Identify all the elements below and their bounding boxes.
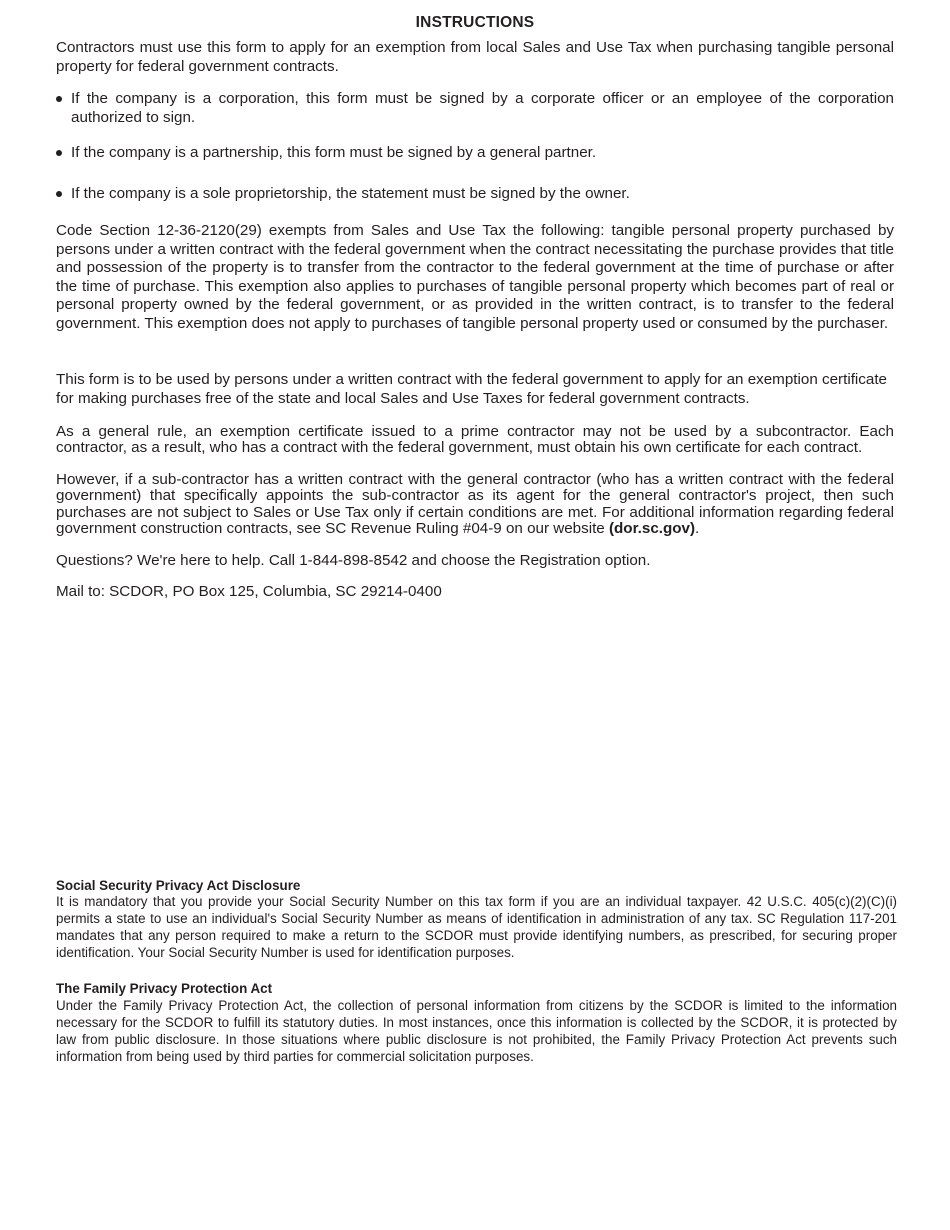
bullet-sole-proprietorship xyxy=(56,185,894,204)
code-section-paragraph: Code Section 12-36-2120(29) exempts from Sales and Use Tax the following: tangible personal property purchased by persons under a written contract with the federal government when the contract necessitating the purchase provides that title and possession of the property is to transfer from the contractor to the federal government at the time of purchase or after the time of purchase. This exemption also applies to purchases of tangible personal property which becomes part of real or personal property owned by the federal government, or as provided in the written contract, is to transfer to the federal government. This exemption does not apply to purchases of tangible personal property used or consumed by the purchaser. xyxy=(56,222,894,332)
subcontractor-paragraph xyxy=(56,472,894,538)
bullet-text: If the company is a sole proprietorship, the statement must be signed by the owner. xyxy=(71,185,630,202)
family-privacy-text: Under the Family Privacy Protection Act, the collection of personal information from citizens by the SCDOR is limited to the information necessary for the SCDOR to fulfill its statutory duties. In most instances, once this information is collected by the SCDOR, it is protected by law from public disclosure. In those situations where public disclosure is not prohibited, the Family Privacy Protection Act prevents such information from being used by third parties for commercial solicitation purposes. xyxy=(56,998,897,1064)
bullet-text: If the company is a partnership, this form must be signed by a general partner. xyxy=(71,144,597,161)
instructions-title: INSTRUCTIONS xyxy=(415,14,535,31)
general-rule-paragraph: As a general rule, an exemption certificate issued to a prime contractor may not be used by a subcontractor. Each contractor, as a result, who has a contract with the federal government, must obtain his own certificate for each contract. xyxy=(56,423,894,457)
family-privacy-heading: The Family Privacy Protection Act xyxy=(56,981,273,996)
ssn-privacy-text: It is mandatory that you provide your Social Security Number on this tax form if you are an individual taxpayer. 42 U.S.C. 405(c)(2)(C)(i) permits a state to use an individual's Social Security Number as means of identification in administration of any tax. SC Regulation 117-201 mandates that any person required to make a return to the SCDOR must provide identifying numbers, as prescribed, for securing proper identification. Your Social Security Number is used for identification purposes. xyxy=(56,894,897,960)
bullet-dot-icon xyxy=(56,150,62,156)
website-link[interactable]: (dor.sc.gov) xyxy=(608,520,696,538)
website-suffix: . xyxy=(695,520,700,538)
ssn-privacy-heading: Social Security Privacy Act Disclosure xyxy=(56,878,301,893)
questions-line: Questions? We're here to help. Call 1-844-898-8542 and choose the Registration option. xyxy=(56,552,651,569)
intro-paragraph: Contractors must use this form to apply for an exemption from local Sales and Use Tax when purchasing tangible personal property for federal government contracts. xyxy=(56,39,894,75)
subcontractor-text: However, if a sub-contractor has a written contract with the general contractor (who has a written contract with the federal government) that specifically appoints the sub-contractor as its agent for the general contractor's project, then such purchases are not subject to Sales or Use Tax only if certain conditions are met. For additional information regarding federal government construction contracts, see SC Revenue Ruling #04-9 on our website xyxy=(56,471,894,538)
bullet-text: If the company is a corporation, this form must be signed by a corporate officer or an employee of the corporation authorized to sign. xyxy=(71,90,894,126)
bullet-dot-icon xyxy=(56,96,62,102)
bullet-partnership xyxy=(56,144,894,163)
mail-to-line: Mail to: SCDOR, PO Box 125, Columbia, SC 29214-0400 xyxy=(56,583,442,600)
bullet-corporation xyxy=(56,90,894,127)
bullet-dot-icon xyxy=(56,191,62,197)
form-usage-paragraph: This form is to be used by persons under a written contract with the federal government to apply for an exemption certificate for making purchases free of the state and local Sales and Use Taxes for federal government contracts. xyxy=(56,371,887,407)
